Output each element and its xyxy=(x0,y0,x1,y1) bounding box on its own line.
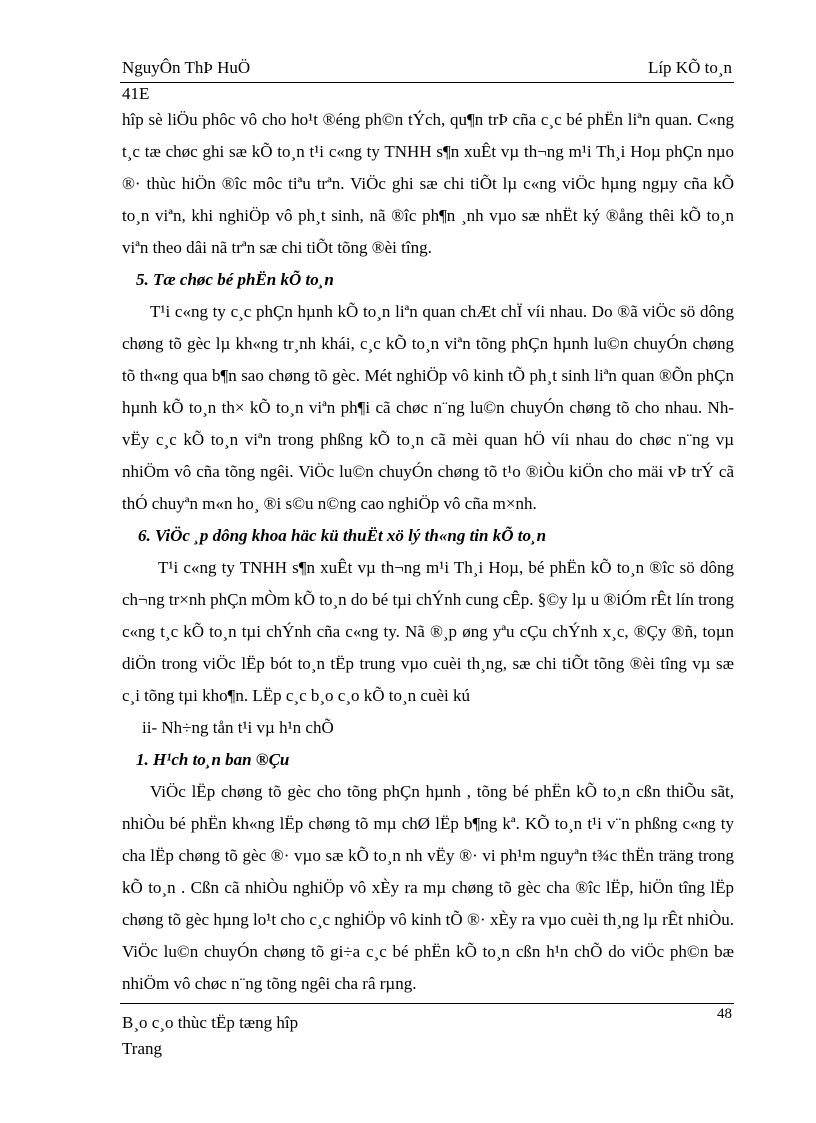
footer-page-word: Trang xyxy=(122,1039,162,1058)
section-heading-ii: ii- Nh÷ng tån t¹i vµ h¹n chÕ xyxy=(142,718,334,737)
paragraph-3: T¹i c«ng ty TNHH s¶n xuÊt vµ th¬ng m¹i Th¸i Hoµ, bé phËn kÕ to¸n ®îc sö dông ch¬ng tr×nh phÇn mÒm kÕ to¸n do bé tµi chÝnh cung cÊp. §©y lµ u ®iÓm rÊt lín trong c«ng t¸c kÕ to¸n tµi chÝnh cña c«ng ty. Nã ®¸p øng yªu cÇu chÝnh x¸c, ®Çy ®ñ, toµn diÖn trong viÖc lËp bót to¸n tËp trung vµo cuèi th¸ng, sæ chi tiÕt tõng ®èi tîng vµ sæ c¸i tõng tµi kho¶n. LËp c¸c b¸o c¸o kÕ to¸n cuèi kú xyxy=(122,558,734,705)
footer-report-title: B¸o c¸o thùc tËp tæng hîp xyxy=(122,1013,299,1032)
header-divider xyxy=(120,82,734,83)
header-class-code: 41E xyxy=(122,84,150,103)
header-class-name: Líp KÕ to¸n xyxy=(647,58,732,77)
footer-divider xyxy=(120,1003,734,1004)
header-author: NguyÔn ThÞ HuÖ xyxy=(122,58,251,77)
paragraph-2: T¹i c«ng ty c¸c phÇn hµnh kÕ to¸n liªn quan chÆt chÏ víi nhau. Do ®ã viÖc sö dông chøng tõ gèc lµ kh«ng tr¸nh khái, c¸c kÕ to¸n viªn tõng phÇn hµnh lu©n chuyÓn chøng tõ th«ng qua b¶n sao chøng tõ gèc. Mét nghiÖp vô kinh tÕ ph¸t sinh liªn quan ®Õn phÇn hµnh kÕ to¸n th× kÕ to¸n viªn ph¶i cã chøc n¨ng lu©n chuyÓn chøng tõ cho nhau. Nh vËy c¸c kÕ to¸n viªn trong phßng kÕ to¸n cã mèi quan hÖ víi nhau do chøc n¨ng vµ nhiÖm vô cña tõng ngêi. ViÖc lu©n chuyÓn chøng tõ t¹o ®iÒu kiÖn cho mäi vÞ trÝ cã thÓ chuyªn m«n ho¸ ®i s©u n©ng cao nghiÖp vô cña m×nh. xyxy=(122,302,734,513)
section-heading-1: 1. H¹ch to¸n ban ®Çu xyxy=(136,750,290,769)
section-heading-5: 5. Tæ chøc bé phËn kÕ to¸n xyxy=(136,270,334,289)
section-heading-6: 6. ViÖc ¸p dông khoa häc kü thuËt xö lý th«ng tin kÕ to¸n xyxy=(138,526,547,545)
footer-left xyxy=(122,1010,298,1062)
paragraph-4: ViÖc lËp chøng tõ gèc cho tõng phÇn hµnh , tõng bé phËn kÕ to¸n cßn thiÕu sãt, nhiÒu bé phËn kh«ng lËp chøng tõ mµ chØ lËp b¶ng kª. KÕ to¸n t¹i v¨n phßng c«ng ty cha lËp chøng tõ gèc ®· vµo sæ kÕ to¸n nh vËy ®· vi ph¹m nguyªn t¾c thËn träng trong kÕ to¸n . Cßn cã nhiÒu nghiÖp vô xÈy ra mµ chøng tõ gèc cha ®îc lËp, hiÖn tîng lËp chøng tõ gèc hµng lo¹t cho c¸c nghiÖp vô kinh tÕ ®· xÈy ra vµo cuèi th¸ng lµ rÊt nhiÒu. ViÖc lu©n chuyÓn chøng tõ gi÷a c¸c bé phËn kÕ to¸n cßn h¹n chÕ do viÖc ph©n bæ nhiÖm vô chøc n¨ng tõng ngêi cha râ rµng. xyxy=(122,782,734,993)
document-body xyxy=(122,104,734,1000)
footer-page-number: 48 xyxy=(717,1006,732,1022)
paragraph-1: hîp sè liÖu phôc vô cho ho¹t ®éng ph©n tÝch, qu¶n trÞ cña c¸c bé phËn liªn quan. C«ng t¸c tæ chøc ghi sæ kÕ to¸n t¹i c«ng ty TNHH s¶n xuÊt vµ th¬ng m¹i Th¸i Hoµ phÇn nµo ®· thùc hiÖn ®îc môc tiªu trªn. ViÖc ghi sæ chi tiÕt lµ c«ng viÖc hµng ngµy cña kÕ to¸n viªn, khi nghiÖp vô ph¸t sinh, nã ®îc ph¶n ¸nh vµo sæ nhËt ký ®ång thêi kÕ to¸n viªn theo dâi nã trªn sæ chi tiÕt tõng ®èi tîng. xyxy=(122,110,734,257)
